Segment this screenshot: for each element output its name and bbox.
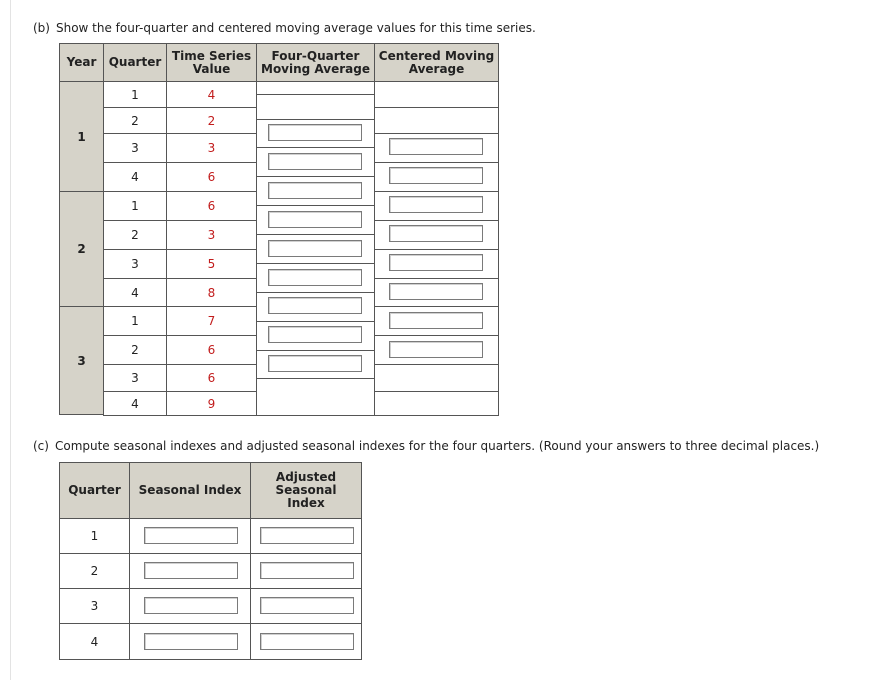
quarter-cell: 1 bbox=[103, 81, 167, 108]
centered-moving-average-input[interactable] bbox=[389, 167, 483, 184]
four-quarter-cell bbox=[256, 94, 375, 120]
seasonal-index-input[interactable] bbox=[144, 562, 238, 579]
header-centered-moving-average: Centered Moving Average bbox=[374, 43, 499, 82]
year-cell-1: 1 bbox=[59, 81, 104, 192]
four-quarter-moving-average-input[interactable] bbox=[268, 124, 362, 141]
four-quarter-moving-average-input[interactable] bbox=[268, 326, 362, 343]
quarter-cell: 2 bbox=[103, 107, 167, 134]
part-b-text: Show the four-quarter and centered moving average values for this time series. bbox=[55, 21, 536, 35]
time-series-value-cell: 5 bbox=[166, 249, 257, 279]
time-series-value-cell: 6 bbox=[166, 162, 257, 192]
time-series-value-cell: 7 bbox=[166, 306, 257, 336]
time-series-value-cell: 3 bbox=[166, 133, 257, 163]
centered-moving-average-input[interactable] bbox=[389, 196, 483, 213]
seasonal-quarter-cell: 4 bbox=[59, 623, 130, 660]
quarter-cell: 2 bbox=[103, 335, 167, 365]
part-c-label: (c) bbox=[33, 439, 49, 453]
centered-moving-average-input[interactable] bbox=[389, 138, 483, 155]
four-quarter-moving-average-input[interactable] bbox=[268, 182, 362, 199]
four-quarter-moving-average-input[interactable] bbox=[268, 355, 362, 372]
quarter-cell: 4 bbox=[103, 162, 167, 192]
time-series-value-cell: 4 bbox=[166, 81, 257, 108]
quarter-cell: 1 bbox=[103, 306, 167, 336]
header-quarter-c: Quarter bbox=[59, 462, 130, 519]
header-year: Year bbox=[59, 43, 104, 82]
centered-moving-average-input[interactable] bbox=[389, 254, 483, 271]
four-quarter-cell bbox=[256, 81, 375, 95]
header-time-series-value: Time Series Value bbox=[166, 43, 257, 82]
header-adjusted-seasonal-index: Adjusted Seasonal Index bbox=[250, 462, 362, 519]
seasonal-quarter-cell: 1 bbox=[59, 518, 130, 554]
four-quarter-moving-average-input[interactable] bbox=[268, 211, 362, 228]
header-seasonal-index: Seasonal Index bbox=[129, 462, 251, 519]
adjusted-seasonal-index-input[interactable] bbox=[260, 527, 354, 544]
centered-cell bbox=[374, 107, 499, 134]
centered-cell bbox=[374, 364, 499, 392]
time-series-value-cell: 6 bbox=[166, 191, 257, 221]
four-quarter-cell bbox=[256, 378, 375, 416]
time-series-value-cell: 8 bbox=[166, 278, 257, 307]
seasonal-index-input[interactable] bbox=[144, 597, 238, 614]
quarter-cell: 4 bbox=[103, 278, 167, 307]
centered-moving-average-input[interactable] bbox=[389, 283, 483, 300]
part-b-label: (b) bbox=[33, 21, 50, 35]
seasonal-index-input[interactable] bbox=[144, 527, 238, 544]
time-series-value-cell: 2 bbox=[166, 107, 257, 134]
left-margin-line bbox=[10, 0, 11, 680]
quarter-cell: 3 bbox=[103, 249, 167, 279]
adjusted-seasonal-index-input[interactable] bbox=[260, 597, 354, 614]
centered-moving-average-input[interactable] bbox=[389, 312, 483, 329]
centered-moving-average-input[interactable] bbox=[389, 225, 483, 242]
four-quarter-moving-average-input[interactable] bbox=[268, 269, 362, 286]
adjusted-seasonal-index-input[interactable] bbox=[260, 633, 354, 650]
part-c-text: Compute seasonal indexes and adjusted seasonal indexes for the four quarters. (Round your answers to three decimal places.) bbox=[54, 439, 820, 453]
adjusted-seasonal-index-input[interactable] bbox=[260, 562, 354, 579]
seasonal-quarter-cell: 3 bbox=[59, 588, 130, 624]
header-four-quarter-moving-average: Four-Quarter Moving Average bbox=[256, 43, 375, 82]
seasonal-index-input[interactable] bbox=[144, 633, 238, 650]
quarter-cell: 2 bbox=[103, 220, 167, 250]
four-quarter-moving-average-input[interactable] bbox=[268, 153, 362, 170]
centered-moving-average-input[interactable] bbox=[389, 341, 483, 358]
quarter-cell: 3 bbox=[103, 364, 167, 392]
time-series-value-cell: 9 bbox=[166, 391, 257, 416]
time-series-value-cell: 6 bbox=[166, 335, 257, 365]
seasonal-quarter-cell: 2 bbox=[59, 553, 130, 589]
centered-cell bbox=[374, 391, 499, 416]
year-cell-3: 3 bbox=[59, 306, 104, 415]
quarter-cell: 3 bbox=[103, 133, 167, 163]
year-cell-2: 2 bbox=[59, 191, 104, 307]
part-b-prompt bbox=[33, 21, 536, 35]
four-quarter-moving-average-input[interactable] bbox=[268, 240, 362, 257]
quarter-cell: 1 bbox=[103, 191, 167, 221]
part-c-prompt bbox=[33, 439, 819, 453]
time-series-value-cell: 6 bbox=[166, 364, 257, 392]
quarter-cell: 4 bbox=[103, 391, 167, 416]
time-series-value-cell: 3 bbox=[166, 220, 257, 250]
centered-cell bbox=[374, 81, 499, 108]
four-quarter-moving-average-input[interactable] bbox=[268, 297, 362, 314]
header-quarter: Quarter bbox=[103, 43, 167, 82]
